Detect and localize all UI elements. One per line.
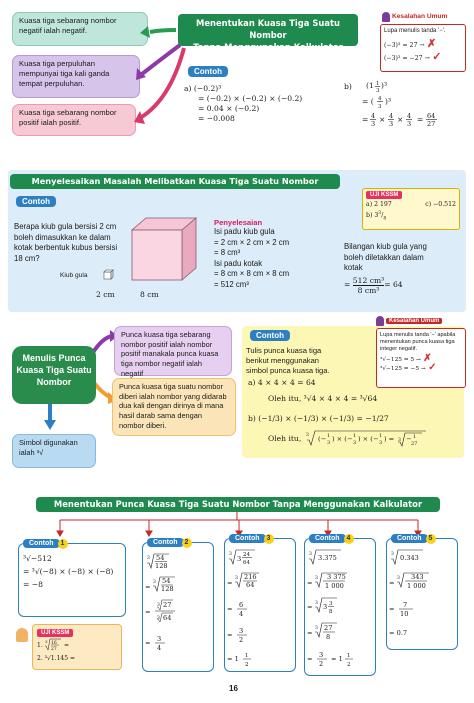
banner-text: Menentukan Punca Kuasa Tiga Suatu Nombor Tanpa Menggunakan Kalkulator	[53, 499, 423, 509]
svg-text:3: 3	[319, 651, 324, 659]
warning-figure-icon	[382, 12, 390, 22]
answer: Bilangan kiub gula yang boleh diletakkan dalam kotak = $\frac{\text{512 cm³}}{\text{8 cm³}}$ = 64	[344, 242, 464, 295]
cube-root-expression	[306, 430, 456, 448]
banner-problem-solving	[10, 174, 340, 189]
svg-text:3: 3	[353, 440, 357, 446]
example-b-math	[344, 80, 474, 140]
svg-text:3: 3	[153, 580, 156, 585]
contoh-tag	[16, 196, 56, 207]
note-cube-root-definition	[112, 378, 236, 436]
svg-text:=: =	[227, 605, 233, 613]
banner-line: Menentukan Kuasa Tiga Suatu Nombor	[196, 18, 340, 40]
svg-text:3: 3	[378, 104, 382, 110]
contoh-label: Contoh	[391, 534, 428, 543]
svg-text:7: 7	[403, 601, 408, 609]
contoh-label: Contoh	[16, 196, 56, 207]
answer-line: kotak	[344, 263, 363, 272]
svg-text:1: 1	[347, 653, 351, 659]
svg-text:= (: = (	[362, 97, 374, 106]
svg-text:16: 16	[51, 641, 57, 646]
svg-text:=: =	[307, 603, 313, 611]
contoh-label: Contoh	[147, 538, 184, 547]
example-2-math	[145, 553, 215, 673]
warning-figure-icon	[376, 316, 384, 326]
svg-text:3.375: 3.375	[318, 554, 337, 562]
common-mistake-box-1	[380, 12, 466, 74]
intro-line: berikut menggunakan	[246, 356, 320, 365]
svg-text:0.343: 0.343	[400, 554, 419, 562]
example-card-5	[386, 535, 458, 650]
example-4-math	[307, 549, 377, 677]
dim-large: 8 cm	[140, 290, 159, 299]
uji-item: b) 3	[366, 212, 379, 220]
svg-text:4: 4	[371, 112, 376, 120]
svg-text:6: 6	[239, 601, 244, 609]
svg-text:3: 3	[329, 601, 333, 607]
contoh-label: Contoh	[188, 66, 228, 77]
svg-text:216: 216	[244, 573, 257, 581]
svg-text:3: 3	[239, 627, 244, 635]
fraction-numerator: 512 cm³	[352, 275, 385, 285]
example-card-4	[304, 535, 376, 676]
center-topic-text: Menulis Punca Kuasa Tiga Suatu Nombor	[16, 353, 92, 387]
svg-text:1: 1	[376, 81, 380, 87]
svg-text:3: 3	[327, 440, 331, 446]
example-b-result	[268, 434, 458, 452]
svg-text:64: 64	[163, 614, 172, 622]
svg-text:128: 128	[161, 585, 174, 593]
warning-text: Lupa menulis tanda '−' apabila menentukan punca kuasa tiga integer negatif.	[380, 332, 456, 352]
note-cube-root-sign	[114, 326, 232, 376]
svg-text:=: =	[307, 629, 313, 637]
svg-text:27: 27	[163, 601, 172, 609]
svg-text:3: 3	[391, 552, 394, 557]
contoh-label: Contoh	[309, 534, 346, 543]
math-line: = −8	[23, 580, 43, 589]
svg-text:3: 3	[397, 576, 400, 581]
svg-text:128: 128	[155, 562, 168, 570]
svg-text:3: 3	[309, 552, 312, 557]
svg-text:=: =	[307, 655, 313, 663]
svg-text:54: 54	[162, 577, 171, 585]
svg-text:(1: (1	[366, 81, 374, 90]
right-example: (−3)³ = −27 →	[384, 55, 430, 62]
student-figure-icon	[16, 628, 28, 642]
svg-text:=: =	[145, 639, 151, 647]
math-line: = 0.04 × (−0.2)	[198, 104, 260, 113]
example-number-badge: 4	[344, 534, 354, 544]
svg-text:3: 3	[45, 639, 48, 644]
example-3-math	[227, 549, 297, 673]
svg-text:64: 64	[427, 112, 436, 120]
cross-icon: ✗	[427, 37, 437, 50]
note-text: Kuasa tiga sebarang nombor positif ialah positif.	[19, 108, 117, 127]
svg-text:3: 3	[323, 603, 328, 611]
svg-text:4: 4	[239, 610, 244, 618]
svg-text:1: 1	[245, 653, 249, 659]
svg-text:= 0.7: = 0.7	[389, 629, 408, 637]
svg-text:3: 3	[157, 616, 160, 621]
example-a-line: a) 4 × 4 × 4 = 64	[248, 378, 316, 387]
svg-text:1: 1	[327, 433, 331, 439]
svg-text:27: 27	[324, 624, 333, 632]
svg-text:4: 4	[378, 96, 382, 102]
uji-question-1	[37, 638, 117, 652]
svg-text:3: 3	[157, 603, 160, 608]
svg-text:54: 54	[156, 554, 165, 562]
result-label: Oleh itu,	[268, 434, 302, 443]
svg-text:10: 10	[400, 610, 409, 618]
part-label: b)	[344, 82, 352, 91]
svg-text:1: 1	[379, 433, 383, 439]
svg-text:27: 27	[51, 647, 57, 652]
svg-text:1: 1	[353, 433, 357, 439]
svg-text:4: 4	[407, 112, 412, 120]
svg-text:=: =	[145, 583, 151, 591]
svg-text:3: 3	[315, 576, 318, 581]
contoh-tag	[188, 66, 228, 77]
example-intro	[246, 346, 330, 376]
dim-small: 2 cm	[96, 290, 115, 299]
uji-kssm-box-2	[14, 624, 124, 670]
svg-text:2: 2	[239, 636, 244, 644]
svg-text:2: 2	[245, 662, 249, 668]
solution-line: Isi padu kiub gula	[214, 227, 275, 236]
svg-text:3: 3	[379, 440, 383, 446]
fraction-denominator: 8 cm³	[357, 285, 380, 295]
check-icon: ✓	[428, 362, 437, 373]
uji-question-2: 2. ³√1.145 =	[37, 655, 75, 662]
svg-text:64: 64	[243, 560, 250, 566]
svg-text:1 000: 1 000	[325, 582, 344, 590]
svg-text:4: 4	[157, 644, 162, 652]
solution-line: = 8 cm³	[214, 248, 241, 257]
answer-result: = 64	[384, 279, 403, 289]
svg-text:3: 3	[371, 120, 376, 128]
solution-line: Isi padu kotak	[214, 258, 263, 268]
svg-text:2: 2	[319, 660, 324, 668]
uji-item: c) −0.512	[425, 201, 456, 208]
svg-text:3: 3	[315, 626, 318, 631]
banner-text: Menyelesaikan Masalah Melibatkan Kuasa Tiga Suatu Nombor	[31, 176, 319, 186]
svg-text:4: 4	[389, 112, 394, 120]
banner-cube-without-calculator	[178, 14, 358, 52]
svg-text:27: 27	[411, 441, 418, 447]
svg-text:64: 64	[246, 581, 255, 589]
svg-text:=: =	[389, 579, 395, 587]
warning-title: Kesalahan Umum	[392, 13, 448, 20]
wrong-example: (−3)³ = 27 →	[384, 42, 425, 49]
example-number-badge: 1	[58, 539, 68, 549]
example-a	[184, 84, 302, 124]
example-card-2	[142, 539, 214, 672]
cube-box-illustration	[100, 214, 210, 284]
note-text: Punca kuasa tiga suatu nombor diberi ialah nombor yang didarab dua kali dengan dirinya di mana hasil darab sama dengan nombor diberi.	[119, 382, 227, 430]
note-text: Punca kuasa tiga sebarang nombor positif ialah nombor positif manakala punca kuasa tiga nombor negatif ialah negatif	[121, 330, 219, 378]
solution-heading: Penyelesaian	[214, 218, 263, 227]
intro-line: simbol punca kuasa tiga.	[246, 366, 330, 375]
page-number: 16	[229, 684, 238, 693]
svg-text:= 1: = 1	[331, 655, 343, 663]
svg-text:3: 3	[407, 120, 412, 128]
svg-text:) × (−: ) × (−	[332, 435, 353, 443]
solution-line: = 8 cm × 8 cm × 8 cm	[214, 269, 290, 278]
cube-label: Kiub gula	[60, 272, 88, 279]
svg-text:=: =	[362, 115, 369, 124]
math-line: = (−0.2) × (−0.2) × (−0.2)	[198, 94, 303, 103]
svg-text:= 1: = 1	[227, 655, 239, 663]
svg-text:3: 3	[389, 120, 394, 128]
math-line: a) (−0.2)³	[184, 84, 222, 93]
note-cube-root-symbol	[12, 434, 96, 468]
center-topic-bubble	[12, 346, 96, 404]
svg-text:3: 3	[157, 635, 162, 643]
svg-text:=: =	[64, 642, 70, 649]
solution-line: = 512 cm³	[214, 279, 249, 289]
uji-item: a) 2 197	[366, 201, 392, 208]
svg-text:=: =	[417, 115, 424, 124]
warning-text: Lupa menulis tanda '−'.	[384, 28, 446, 34]
example-b	[344, 82, 464, 142]
svg-text:3: 3	[306, 433, 309, 438]
svg-text:=: =	[227, 579, 233, 587]
svg-text:3: 3	[315, 601, 318, 606]
contoh-label: Contoh	[229, 534, 266, 543]
wrong-example: ³√−125 = 5 →	[380, 357, 421, 363]
svg-text:2: 2	[347, 662, 351, 668]
example-card-1	[18, 540, 126, 617]
svg-text:3: 3	[235, 576, 238, 581]
question-text: Berapa kiub gula bersisi 2 cm boleh dimasukkan ke dalam kotak berbentuk kubus bersisi 18 cm?	[14, 222, 118, 263]
svg-text:8: 8	[326, 633, 331, 641]
svg-text:27: 27	[427, 120, 436, 128]
common-mistake-box-2	[376, 316, 466, 390]
note-text: Simbol digunakan ialah ³√	[19, 438, 78, 457]
svg-text:1 000: 1 000	[407, 582, 426, 590]
example-a-result: Oleh itu, ³√4 × 4 × 4 = ³√64	[268, 394, 378, 403]
example-number-badge: 5	[426, 534, 436, 544]
svg-text:=: =	[307, 579, 313, 587]
example-number-badge: 3	[264, 534, 274, 544]
example-number-badge: 2	[182, 538, 192, 548]
contoh-label: Contoh	[23, 539, 60, 548]
uji-title: UJI KSSM	[366, 191, 402, 199]
svg-text:1.: 1.	[37, 642, 43, 649]
warning-title: Kesalahan Umum	[386, 318, 442, 324]
svg-text:3: 3	[237, 555, 242, 563]
uji-kssm-box-1: UJI KSSM a) 2 197 c) −0.512 b) $3^3/_8$	[362, 188, 460, 230]
svg-text:−: −	[406, 435, 412, 443]
example-b-line: b) (−1/3) × (−1/3) × (−1/3) = −1/27	[248, 414, 389, 423]
svg-text:343: 343	[411, 573, 424, 581]
svg-text:3: 3	[376, 88, 380, 94]
note-text: Kuasa tiga perpuluhan mempunyai tiga kali ganda tempat perpuluhan.	[19, 59, 110, 88]
svg-text:3: 3	[229, 552, 232, 557]
svg-text:3: 3	[398, 438, 401, 443]
contoh-tag	[250, 330, 290, 341]
check-icon: ✓	[432, 50, 442, 63]
svg-text:1: 1	[413, 434, 417, 440]
svg-text:)³: )³	[385, 97, 392, 106]
math-line: = −0.008	[198, 114, 235, 123]
answer-line: boleh diletakkan dalam	[344, 252, 424, 262]
svg-text:) =: ) =	[384, 435, 395, 443]
note-text: Kuasa tiga sebarang nombor negatif ialah negatif.	[19, 16, 117, 35]
svg-text:(−: (−	[318, 435, 327, 443]
banner-cube-root-without-calculator	[36, 497, 440, 512]
svg-text:×: ×	[379, 115, 386, 124]
uji-title: UJI KSSM	[37, 629, 73, 637]
banner-line: Tanpa Menggunakan Kalkulator	[193, 42, 343, 52]
answer-line: Bilangan kiub gula yang	[344, 242, 427, 251]
svg-text:24: 24	[243, 552, 250, 558]
svg-text:×: ×	[397, 115, 404, 124]
svg-text:=: =	[389, 605, 395, 613]
math-line: = ³√(−8) × (−8) × (−8)	[23, 567, 114, 576]
svg-text:=: =	[145, 608, 151, 616]
svg-text:3 375: 3 375	[327, 573, 346, 581]
svg-text:=: =	[227, 631, 233, 639]
right-example: ³√−125 = −5 →	[380, 366, 426, 372]
contoh-label: Contoh	[250, 330, 290, 341]
svg-text:8: 8	[329, 609, 333, 615]
example-5-math	[389, 549, 459, 651]
svg-text:) × (−: ) × (−	[358, 435, 379, 443]
svg-text:)³: )³	[381, 81, 388, 90]
intro-line: Tulis punca kuasa tiga	[246, 346, 322, 355]
svg-text:3: 3	[147, 556, 150, 561]
example-card-3	[224, 535, 296, 672]
cross-icon: ✗	[423, 353, 432, 364]
solution-line: = 2 cm × 2 cm × 2 cm	[214, 237, 290, 247]
math-line: ³√−512	[23, 554, 52, 563]
solution	[214, 218, 332, 290]
